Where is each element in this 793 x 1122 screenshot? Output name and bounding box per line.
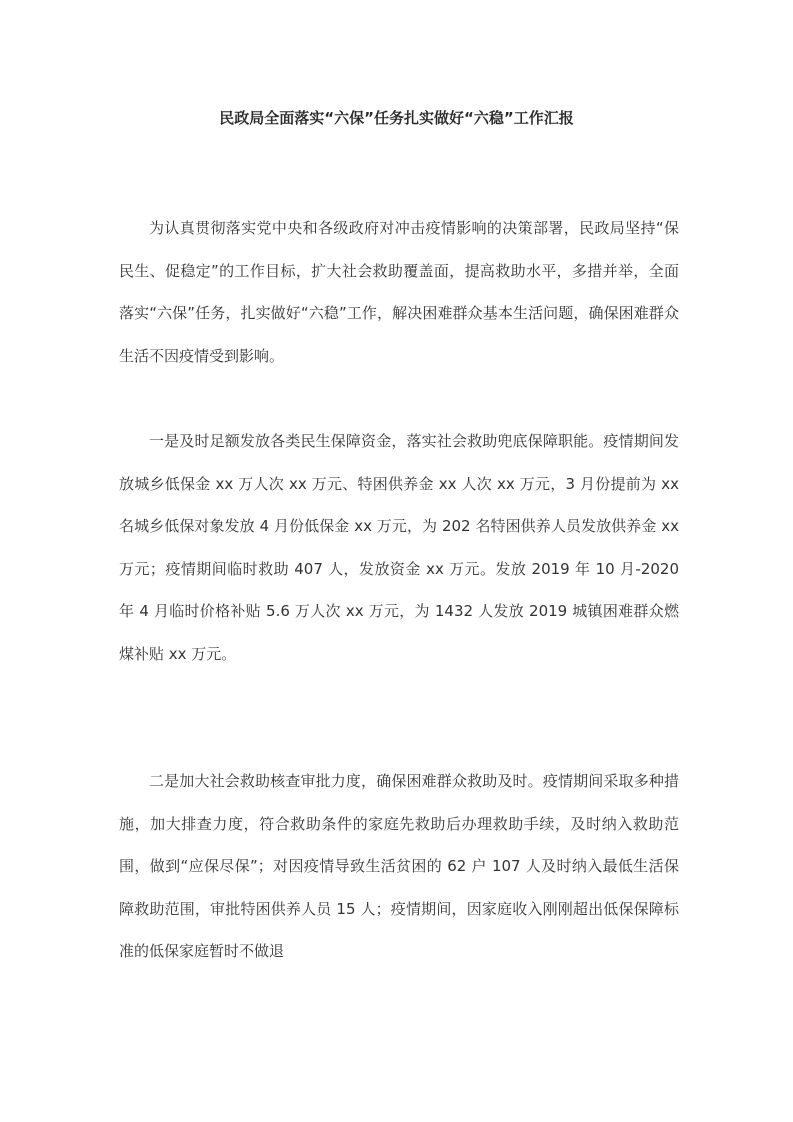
- document-title: 民政局全面落实“六保”任务扎实做好“六稳”工作汇报: [219, 109, 574, 127]
- section-two-paragraph: 二是加大社会救助核查审批力度，确保困难群众救助及时。疫情期间采取多种措施，加大排查力度，符合救助条件的家庭先救助后办理救助手续，及时纳入救助范围，做到“应保尽保”；对因疫情导致生活贫困的 62 户 107 人及时纳入最低生活保障救助范围，审批特困供养人员 15 人；疫情期间，因家庭收入刚刚超出低保保障标准的低保家庭暂时不做退: [119, 772, 679, 960]
- intro-paragraph: 为认真贯彻落实党中央和各级政府对冲击疫情影响的决策部署，民政局坚持“保民生、促稳定”的工作目标，扩大社会救助覆盖面，提高救助水平，多措并举，全面落实“六保”任务，扎实做好“六稳”工作，解决困难群众基本生活问题，确保困难群众生活不因疫情受到影响。: [119, 219, 679, 365]
- section-one-paragraph: 一是及时足额发放各类民生保障资金，落实社会救助兜底保障职能。疫情期间发放城乡低保金 xx 万人次 xx 万元、特困供养金 xx 人次 xx 万元，3 月份提前为 xx 名城乡低保对象发放 4 月份低保金 xx 万元，为 202 名特困供养人员发放供养金 xx 万元；疫情期间临时救助 407 人，发放资金 xx 万元。发放 2019 年 10 月-2020 年 4 月临时价格补贴 5.6 万人次 xx 万元，为 1432 人发放 2019 城镇困难群众燃煤补贴 xx 万元。: [119, 432, 679, 663]
